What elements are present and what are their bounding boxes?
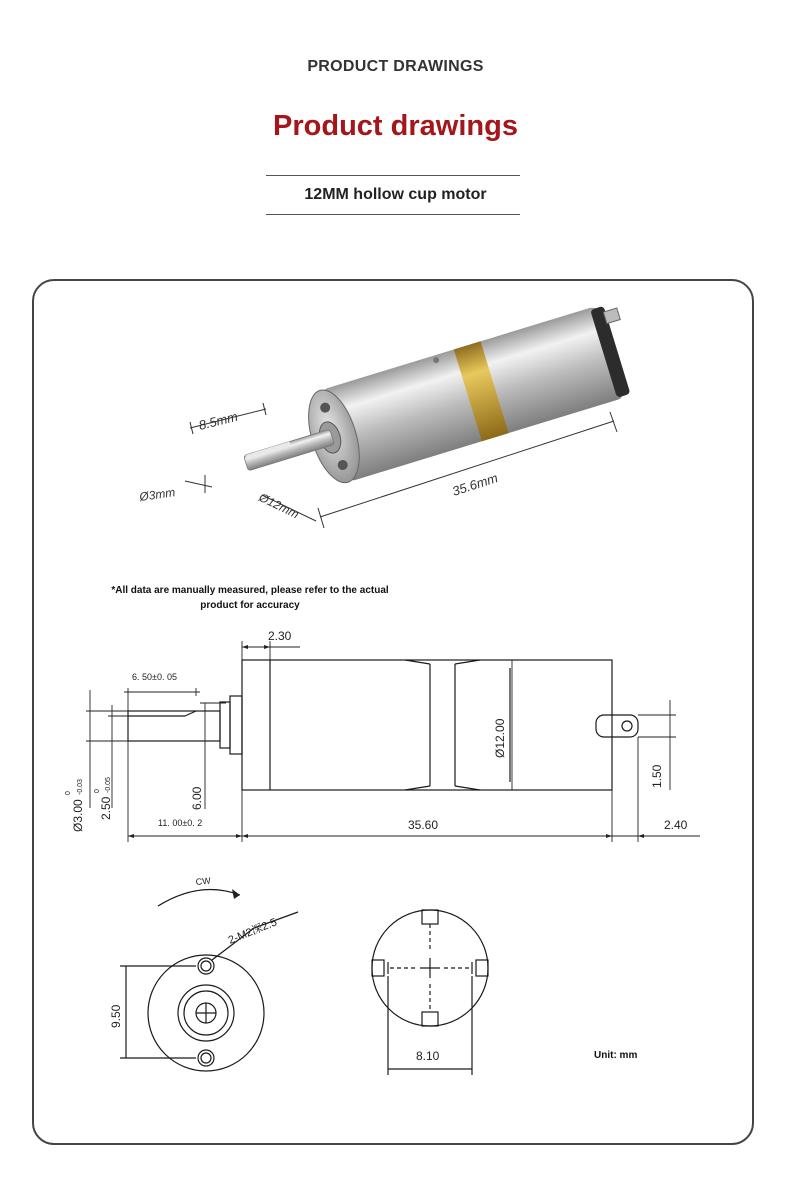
- rotation-arrow: [158, 890, 240, 906]
- photo-shaft-diameter: Ø3mm: [138, 485, 177, 504]
- dim-1-50: 1.50: [650, 764, 664, 788]
- rear-terminal-right: [476, 960, 488, 976]
- dim-2-30: 2.30: [268, 629, 292, 643]
- side-view: [128, 660, 638, 790]
- dim-8-10: 8.10: [416, 1049, 440, 1063]
- dim-2-40: 2.40: [664, 818, 688, 832]
- photo-shaft-length: 8.5mm: [197, 408, 240, 433]
- dim-6-00: 6.00: [190, 786, 204, 810]
- dim-3-00-tol-lo: -0.03: [77, 779, 84, 795]
- measurement-note: *All data are manually measured, please refer to the actual product for accuracy: [111, 585, 389, 611]
- dim-12: Ø12.00: [493, 718, 507, 758]
- rear-terminal-bottom: [422, 1012, 438, 1026]
- dim-2-50-tol-lo: -0.05: [105, 777, 112, 793]
- rotation-label: CW: [195, 875, 212, 887]
- screw-label: 2-M2深2.5: [226, 916, 279, 947]
- dim-2-50-tol-up: 0: [94, 789, 101, 793]
- section-title: PRODUCT DRAWINGS: [307, 58, 484, 75]
- dim-35-60: 35.60: [408, 818, 439, 832]
- rear-terminal-left: [372, 960, 384, 976]
- photo-body-length: 35.6mm: [450, 470, 500, 499]
- dim-9-50: 9.50: [109, 1004, 123, 1028]
- product-subtitle: 12MM hollow cup motor: [304, 186, 487, 203]
- page-title: Product drawings: [273, 110, 518, 142]
- dim-3-00-tol-up: 0: [65, 791, 72, 795]
- rear-terminal-top: [422, 910, 438, 924]
- dim-6-50: 6. 50±0. 05: [132, 672, 177, 682]
- unit-label: Unit: mm: [594, 1050, 638, 1061]
- side-body: [242, 660, 612, 790]
- dim-2-50: 2.50: [99, 796, 113, 820]
- dim-11-00: 11. 00±0. 2: [158, 818, 203, 828]
- dim-3-00: Ø3.00: [71, 799, 85, 832]
- terminal: [603, 308, 620, 324]
- front-boss: [230, 696, 242, 754]
- motor-photo: [232, 300, 643, 509]
- photo-body-diameter: Ø12mm: [256, 490, 302, 522]
